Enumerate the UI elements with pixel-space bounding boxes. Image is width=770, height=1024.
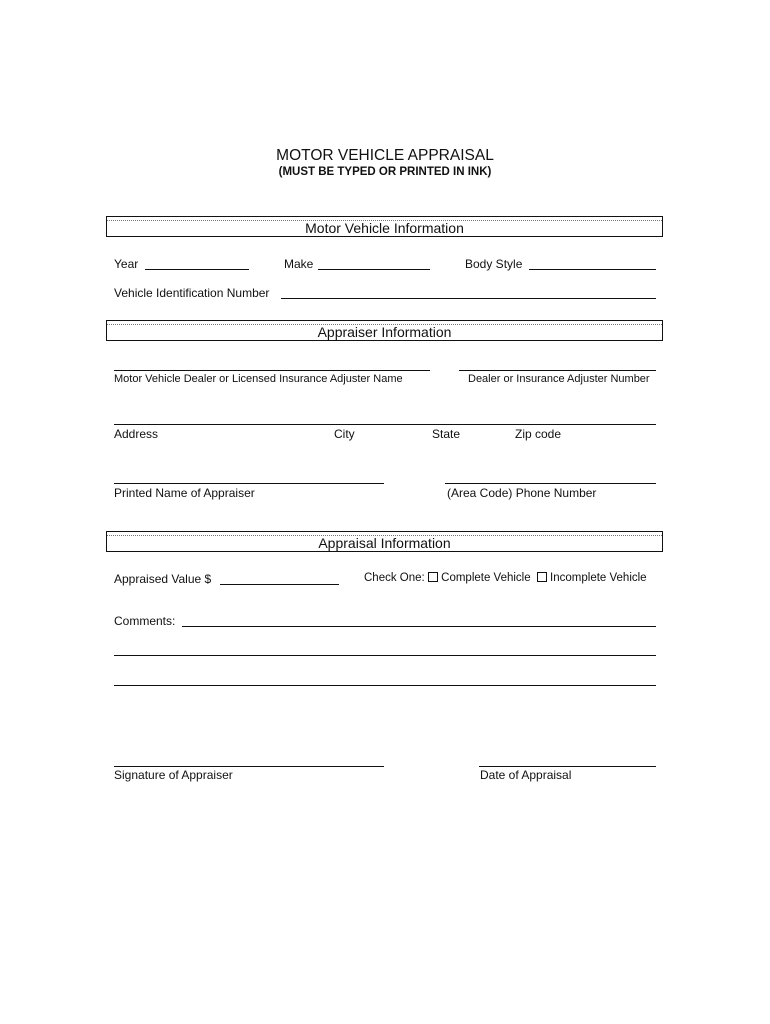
comments-line-1[interactable] xyxy=(182,626,656,627)
address-field[interactable] xyxy=(114,424,656,425)
vin-field[interactable] xyxy=(281,298,656,299)
signature-label: Signature of Appraiser xyxy=(114,768,233,782)
vehicle-section-heading: Motor Vehicle Information xyxy=(305,220,464,236)
appraiser-section-header xyxy=(106,320,663,341)
printed-name-field[interactable] xyxy=(114,483,384,484)
comments-label: Comments: xyxy=(114,614,176,628)
dealer-number-label: Dealer or Insurance Adjuster Number xyxy=(468,373,650,385)
check-one-label: Check One: xyxy=(364,572,425,584)
city-label: City xyxy=(334,427,355,441)
state-label: State xyxy=(432,427,461,441)
incomplete-vehicle-label: Incomplete Vehicle xyxy=(550,572,647,584)
make-field[interactable] xyxy=(318,269,430,270)
complete-vehicle-label: Complete Vehicle xyxy=(441,572,531,584)
vin-label: Vehicle Identification Number xyxy=(114,286,270,300)
signature-field[interactable] xyxy=(114,766,384,767)
year-label: Year xyxy=(114,257,139,271)
date-field[interactable] xyxy=(479,766,656,767)
comments-line-3[interactable] xyxy=(114,685,656,686)
comments-line-2[interactable] xyxy=(114,655,656,656)
appraised-value-field[interactable] xyxy=(220,584,339,585)
address-label: Address xyxy=(114,427,159,441)
zip-label: Zip code xyxy=(515,427,562,441)
vehicle-section-header xyxy=(106,216,663,237)
complete-vehicle-checkbox[interactable] xyxy=(428,572,438,582)
body-style-label: Body Style xyxy=(465,257,523,271)
date-label: Date of Appraisal xyxy=(480,768,572,782)
check-one-group xyxy=(364,572,647,584)
dealer-number-field[interactable] xyxy=(459,370,656,371)
printed-name-label: Printed Name of Appraiser xyxy=(114,486,255,500)
form-title: MOTOR VEHICLE APPRAISAL xyxy=(276,147,494,164)
appraisal-section-header xyxy=(106,531,663,552)
appraised-value-label: Appraised Value $ xyxy=(114,572,212,586)
make-label: Make xyxy=(284,257,314,271)
dealer-name-field[interactable] xyxy=(114,370,430,371)
phone-label: (Area Code) Phone Number xyxy=(447,486,597,500)
appraisal-section-heading: Appraisal Information xyxy=(318,535,451,551)
dealer-name-label: Motor Vehicle Dealer or Licensed Insurance Adjuster Name xyxy=(114,373,403,385)
phone-field[interactable] xyxy=(445,483,656,484)
incomplete-vehicle-checkbox[interactable] xyxy=(537,572,547,582)
form-subtitle: (MUST BE TYPED OR PRINTED IN INK) xyxy=(278,166,492,178)
appraiser-section-heading: Appraiser Information xyxy=(317,324,452,340)
year-field[interactable] xyxy=(145,269,249,270)
body-style-field[interactable] xyxy=(529,269,656,270)
